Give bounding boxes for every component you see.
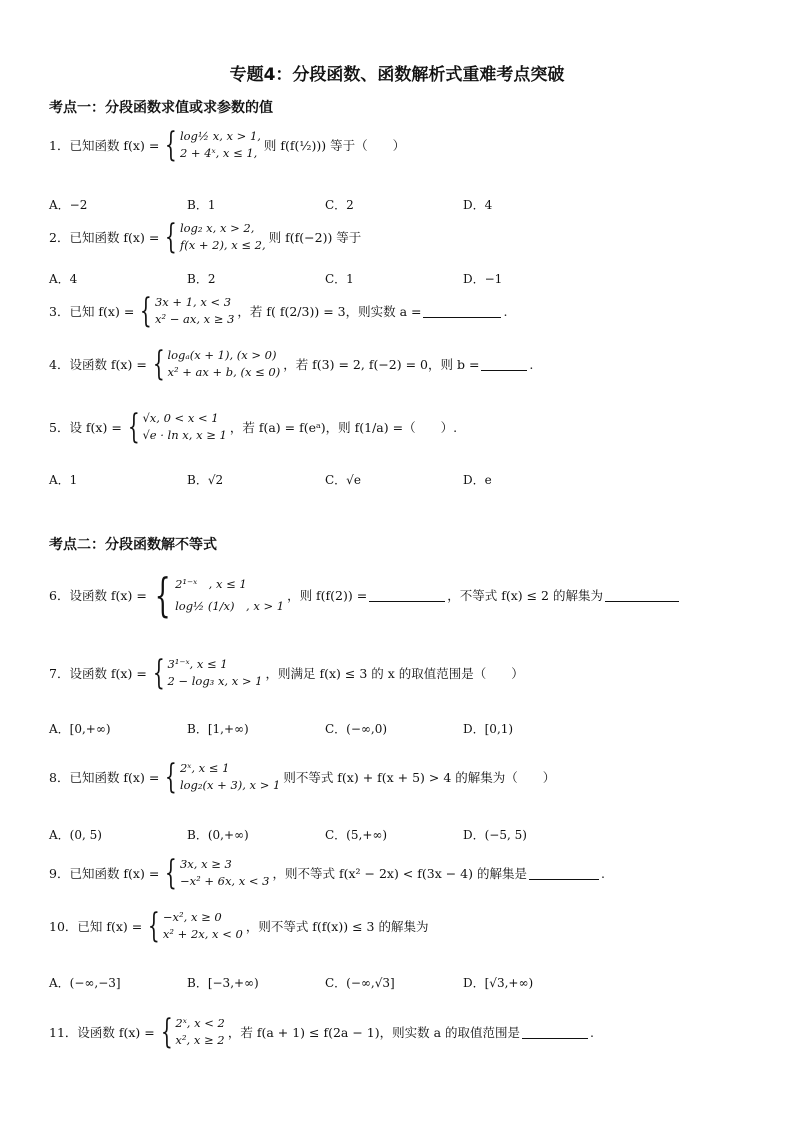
question-11 [49, 1012, 595, 1052]
piecewise-brace: { √x, 0 < x < 1 √e · ln x, x ≥ 1 [127, 407, 227, 447]
option-b[interactable]: B．[−3,+∞) [187, 976, 259, 990]
option-a[interactable]: A．1 [49, 473, 78, 487]
question-3 [49, 291, 508, 331]
question-4-lead: 4．设函数 f(x) = [49, 357, 147, 372]
option-c[interactable]: C．(5,+∞) [325, 828, 388, 842]
question-1-tail: 则 f(f(½))) 等于（ ） [263, 138, 406, 153]
question-10-tail: ，则不等式 f(f(x)) ≤ 3 的解集为 [245, 919, 429, 934]
case-1: −x², x ≥ 0 [162, 910, 222, 924]
case-2: x² − ax, x ≥ 3 [154, 312, 235, 326]
question-7 [49, 653, 524, 693]
answer-blank[interactable] [481, 357, 527, 371]
question-6 [49, 568, 681, 622]
piecewise-brace: { 3¹⁻ˣ, x ≤ 1 2 − log₃ x, x > 1 [152, 653, 263, 693]
case-1: logₐ(x + 1), (x > 0) [167, 348, 277, 362]
option-b[interactable]: B．1 [187, 198, 216, 212]
case-2: 2 − log₃ x, x > 1 [167, 674, 263, 688]
question-1 [49, 125, 406, 165]
question-4-tail: ，若 f(3) = 2, f(−2) = 0，则 b = [283, 357, 480, 372]
case-2: f(x + 2), x ≤ 2, [179, 238, 266, 252]
question-6-tail-a: ，则 f(f(2)) = [287, 588, 368, 603]
question-6-lead: 6．设函数 f(x) = [49, 588, 147, 603]
piecewise-brace: { logₐ(x + 1), (x > 0) x² + ax + b, (x ≤ 0) [152, 344, 281, 384]
option-a[interactable]: A．(−∞,−3] [49, 976, 121, 990]
option-c[interactable]: C．(−∞,0) [325, 722, 388, 736]
option-a[interactable]: A．[0,+∞) [49, 722, 111, 736]
case-2: −x² + 6x, x < 3 [179, 874, 270, 888]
answer-blank[interactable] [522, 1025, 588, 1039]
case-1: 2¹⁻ˣ , x ≤ 1 [175, 577, 247, 591]
question-3-lead: 3．已知 f(x) = [49, 304, 135, 319]
answer-blank[interactable] [529, 866, 599, 880]
option-b[interactable]: B．[1,+∞) [187, 722, 249, 736]
question-8-options [49, 826, 601, 843]
option-c[interactable]: C．(−∞,√3] [325, 976, 395, 990]
question-7-tail: ，则满足 f(x) ≤ 3 的 x 的取值范围是（ ） [265, 666, 524, 681]
option-a[interactable]: A．−2 [49, 198, 88, 212]
case-2: √e · ln x, x ≥ 1 [142, 428, 227, 442]
piecewise-brace: { log½ x, x > 1, 2 + 4ˣ, x ≤ 1, [165, 125, 261, 165]
question-9 [49, 853, 605, 893]
piecewise-brace: { log₂ x, x > 2, f(x + 2), x ≤ 2, [165, 217, 266, 257]
question-1-options [49, 196, 601, 213]
question-10-options [49, 974, 601, 991]
piecewise-brace: { 2ˣ, x ≤ 1 log₂(x + 3), x > 1 [165, 757, 281, 797]
option-d[interactable]: D．(−5, 5) [463, 828, 527, 842]
question-7-lead: 7．设函数 f(x) = [49, 666, 147, 681]
question-9-end: . [601, 865, 605, 881]
case-2: x² + 2x, x < 0 [162, 927, 243, 941]
option-d[interactable]: D．e [463, 473, 492, 487]
case-1: 3x + 1, x < 3 [154, 295, 232, 309]
question-2-options [49, 270, 601, 287]
case-1: 2ˣ, x ≤ 1 [179, 761, 230, 775]
question-11-end: . [590, 1024, 595, 1040]
page-title: 专题4：分段函数、函数解析式重难考点突破 [229, 65, 565, 85]
option-a[interactable]: A．4 [49, 272, 78, 286]
question-3-tail: ，若 f( f(2/3)) = 3，则实数 a = [237, 304, 422, 319]
question-4-end: . [529, 356, 534, 372]
question-1-lead: 1．已知函数 f(x) = [49, 138, 160, 153]
option-a[interactable]: A．(0, 5) [49, 828, 102, 842]
option-b[interactable]: B．2 [187, 272, 216, 286]
answer-blank-1[interactable] [369, 588, 445, 602]
question-9-lead: 9．已知函数 f(x) = [49, 866, 160, 881]
option-d[interactable]: D．[0,1) [463, 722, 514, 736]
question-6-tail-b: ，不等式 f(x) ≤ 2 的解集为 [447, 588, 603, 603]
case-1: √x, 0 < x < 1 [142, 411, 219, 425]
case-2: x² + ax + b, (x ≤ 0) [167, 365, 281, 379]
question-7-options [49, 720, 601, 737]
piecewise-brace: { 2ˣ, x < 2 x², x ≥ 2 [160, 1012, 225, 1052]
case-1: log₂ x, x > 2, [179, 221, 255, 235]
section-heading-2: 考点二：分段函数解不等式 [49, 537, 217, 553]
case-2: log₂(x + 3), x > 1 [179, 778, 281, 792]
question-5-tail: ，若 f(a) = f(eᵃ)，则 f(1/a) =（ ）. [229, 420, 458, 435]
section-heading-1: 考点一：分段函数求值或求参数的值 [49, 100, 273, 116]
question-2-tail: 则 f(f(−2)) 等于 [268, 230, 362, 245]
case-1: 2ˣ, x < 2 [175, 1016, 225, 1030]
option-c[interactable]: C．√e [325, 473, 361, 487]
question-11-lead: 11．设函数 f(x) = [49, 1025, 155, 1040]
piecewise-brace: { 3x, x ≥ 3 −x² + 6x, x < 3 [165, 853, 270, 893]
question-9-tail: ，则不等式 f(x² − 2x) < f(3x − 4) 的解集是 [272, 866, 527, 881]
option-b[interactable]: B．√2 [187, 473, 224, 487]
case-1: 3¹⁻ˣ, x ≤ 1 [167, 657, 228, 671]
question-5-lead: 5．设 f(x) = [49, 420, 122, 435]
piecewise-brace: { −x², x ≥ 0 x² + 2x, x < 0 [148, 906, 243, 946]
case-2: x², x ≥ 2 [175, 1033, 225, 1047]
answer-blank-2[interactable] [605, 588, 679, 602]
case-2: 2 + 4ˣ, x ≤ 1, [179, 146, 258, 160]
option-c[interactable]: C．1 [325, 272, 354, 286]
question-8 [49, 757, 556, 797]
question-2 [49, 217, 362, 257]
question-4 [49, 344, 534, 384]
option-c[interactable]: C．2 [325, 198, 354, 212]
option-d[interactable]: D．4 [463, 198, 493, 212]
question-8-lead: 8．已知函数 f(x) = [49, 770, 160, 785]
question-5-options [49, 471, 601, 488]
option-b[interactable]: B．(0,+∞) [187, 828, 249, 842]
option-d[interactable]: D．−1 [463, 272, 503, 286]
option-d[interactable]: D．[√3,+∞) [463, 976, 534, 990]
question-10 [49, 906, 429, 946]
question-8-tail: 则不等式 f(x) + f(x + 5) > 4 的解集为（ ） [283, 770, 556, 785]
case-2: log½ (1/x) , x > 1 [175, 599, 285, 613]
question-3-end: . [503, 303, 508, 319]
case-1: log½ x, x > 1, [179, 129, 261, 143]
case-1: 3x, x ≥ 3 [179, 857, 232, 871]
answer-blank[interactable] [423, 304, 501, 318]
question-2-lead: 2．已知函数 f(x) = [49, 230, 160, 245]
question-10-lead: 10．已知 f(x) = [49, 919, 143, 934]
question-5 [49, 407, 458, 447]
piecewise-brace: { 3x + 1, x < 3 x² − ax, x ≥ 3 [140, 291, 235, 331]
piecewise-brace: { 2¹⁻ˣ , x ≤ 1 log½ (1/x) , x > 1 [154, 568, 285, 622]
question-11-tail: ，若 f(a + 1) ≤ f(2a − 1)，则实数 a 的取值范围是 [227, 1025, 521, 1040]
